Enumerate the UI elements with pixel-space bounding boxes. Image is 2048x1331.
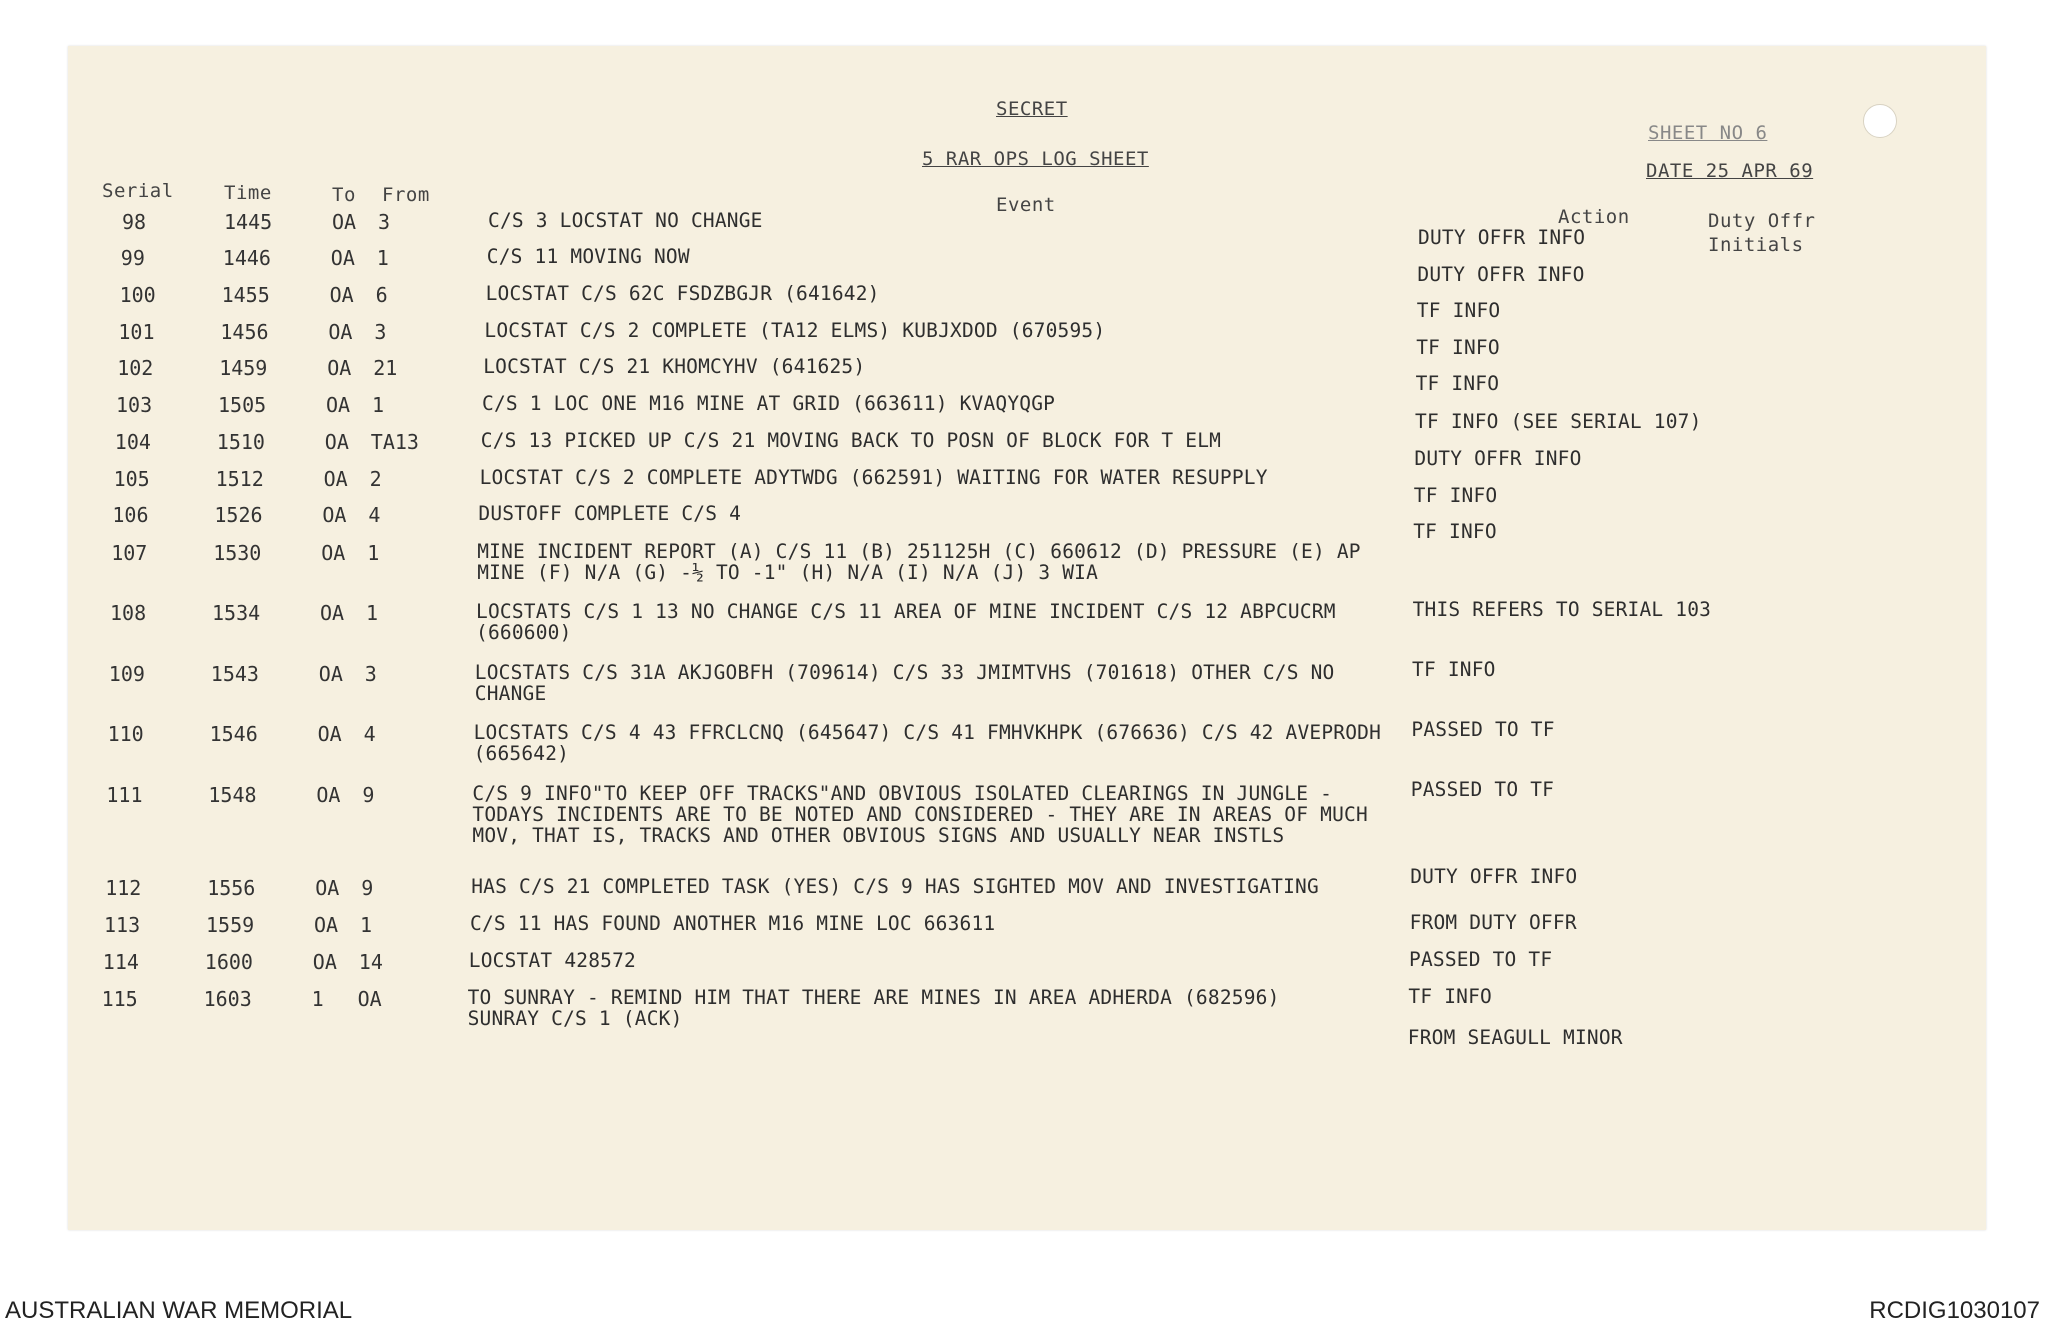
row-serial: 100	[119, 283, 156, 307]
row-to: OA	[315, 876, 340, 900]
row-serial: 111	[106, 783, 143, 807]
row-serial: 113	[104, 913, 141, 937]
row-to: OA	[329, 283, 354, 307]
row-from: 21	[373, 356, 398, 380]
row-serial: 107	[111, 541, 148, 565]
col-to-header: To	[332, 184, 356, 206]
row-action: FROM DUTY OFFR	[1409, 911, 1577, 934]
row-from: 1	[367, 541, 380, 565]
row-serial: 112	[105, 876, 142, 900]
row-time: 1546	[209, 722, 258, 746]
row-to: OA	[314, 913, 339, 937]
row-serial: 109	[108, 662, 145, 686]
row-event: LOCSTATS C/S 1 13 NO CHANGE C/S 11 AREA OF MINE INCIDENT C/S 12 ABPCUCRM (660600)	[476, 600, 1336, 644]
row-time: 1459	[219, 356, 268, 380]
row-time: 1526	[214, 503, 263, 527]
footer-source: AUSTRALIAN WAR MEMORIAL	[5, 1297, 353, 1324]
row-from: 4	[363, 722, 376, 746]
row-event: HAS C/S 21 COMPLETED TASK (YES) C/S 9 HAS SIGHTED MOV AND INVESTIGATING	[471, 875, 1319, 898]
row-from: 1	[360, 913, 373, 937]
row-to: OA	[332, 210, 357, 234]
row-to: OA	[327, 356, 352, 380]
row-event: LOCSTAT C/S 2 COMPLETE (TA12 ELMS) KUBJXDOD (670595)	[484, 319, 1106, 342]
row-event: C/S 9 INFO"TO KEEP OFF TRACKS"AND OBVIOUS ISOLATED CLEARINGS IN JUNGLE - TODAYS INCIDENTS ARE TO BE NOTED AND CONSIDERED - THEY ARE IN AREAS OF MUCH MOV, THAT IS, TRACKS AND OTHER OBVIOUS SIGNS AND USUALLY NEAR INSTLS	[472, 782, 1368, 847]
row-time: 1455	[221, 283, 270, 307]
row-action: DUTY OFFR INFO	[1417, 263, 1585, 286]
row-time: 1530	[213, 541, 262, 565]
row-to: OA	[324, 430, 349, 454]
row-time: 1543	[210, 662, 259, 686]
col-event-header: Event	[996, 194, 1056, 216]
row-event: C/S 11 MOVING NOW	[486, 245, 690, 268]
row-action: TF INFO	[1413, 520, 1497, 543]
row-event: LOCSTAT C/S 62C FSDZBGJR (641642)	[485, 282, 880, 305]
row-time: 1446	[222, 246, 271, 270]
row-from: 14	[358, 950, 383, 974]
row-action: DUTY OFFR INFO	[1410, 865, 1578, 888]
row-time: 1603	[203, 987, 252, 1011]
row-to: OA	[316, 783, 341, 807]
row-serial: 102	[117, 356, 154, 380]
row-to: OA	[323, 467, 348, 491]
row-to: OA	[330, 246, 355, 270]
row-action: TF INFO	[1408, 985, 1492, 1008]
row-serial: 105	[113, 467, 150, 491]
row-to: OA	[322, 503, 347, 527]
row-from: 3	[374, 320, 387, 344]
row-time: 1456	[220, 320, 269, 344]
punch-hole	[1863, 104, 1897, 138]
row-from: OA	[357, 987, 382, 1011]
footer-reference: RCDIG1030107	[1869, 1297, 2040, 1324]
row-event: C/S 1 LOC ONE M16 MINE AT GRID (663611) KVAQYQGP	[482, 392, 1056, 415]
row-event: TO SUNRAY - REMIND HIM THAT THERE ARE MINES IN AREA ADHERDA (682596) SUNRAY C/S 1 (ACK)	[467, 986, 1280, 1030]
row-to: OA	[321, 541, 346, 565]
sheet-title: 5 RAR OPS LOG SHEET	[922, 148, 1149, 170]
row-serial: 106	[112, 503, 149, 527]
row-from: 4	[368, 503, 381, 527]
row-to: OA	[318, 662, 343, 686]
row-serial: 115	[101, 987, 138, 1011]
row-from: 9	[361, 876, 374, 900]
row-action: THIS REFERS TO SERIAL 103	[1412, 598, 1712, 621]
row-action: FROM SEAGULL MINOR	[1407, 1026, 1623, 1049]
row-event: C/S 3 LOCSTAT NO CHANGE	[488, 209, 763, 232]
row-from: 1	[366, 601, 379, 625]
row-serial: 98	[122, 210, 147, 234]
row-action: PASSED TO TF	[1410, 778, 1555, 801]
row-to: OA	[326, 393, 351, 417]
row-action: DUTY OFFR INFO	[1418, 226, 1586, 249]
row-event: MINE INCIDENT REPORT (A) C/S 11 (B) 251125H (C) 660612 (D) PRESSURE (E) AP MINE (F) N/A (G) -½ TO -1" (H) N/A (I) N/A (J) 3 WIA	[477, 540, 1361, 584]
row-to: 1	[311, 987, 324, 1011]
row-time: 1559	[206, 913, 255, 937]
row-to: OA	[328, 320, 353, 344]
row-time: 1600	[204, 950, 253, 974]
row-from: 1	[372, 393, 385, 417]
row-time: 1512	[215, 467, 264, 491]
row-serial: 104	[114, 430, 151, 454]
row-from: 6	[375, 283, 388, 307]
row-event: LOCSTAT C/S 2 COMPLETE ADYTWDG (662591) WAITING FOR WATER RESUPPLY	[479, 466, 1268, 489]
row-serial: 101	[118, 320, 155, 344]
row-action: TF INFO	[1413, 484, 1498, 507]
row-event: DUSTOFF COMPLETE C/S 4	[478, 502, 742, 525]
row-from: TA13	[370, 430, 419, 454]
row-action: TF INFO	[1416, 336, 1500, 359]
col-from-header: From	[382, 184, 430, 206]
row-to: OA	[312, 950, 337, 974]
row-serial: 99	[120, 246, 145, 270]
row-time: 1556	[207, 876, 256, 900]
col-action-header: Action	[1558, 206, 1630, 228]
row-serial: 114	[102, 950, 139, 974]
row-event: C/S 11 HAS FOUND ANOTHER M16 MINE LOC 663611	[470, 912, 996, 935]
row-action: PASSED TO TF	[1411, 718, 1555, 741]
row-time: 1534	[212, 601, 261, 625]
row-event: LOCSTATS C/S 31A AKJGOBFH (709614) C/S 33 JMIMTVHS (701618) OTHER C/S NO CHANGE	[474, 661, 1335, 705]
row-time: 1510	[216, 430, 265, 454]
row-event: LOCSTAT 428572	[468, 949, 636, 972]
row-time: 1548	[208, 783, 257, 807]
row-to: OA	[320, 601, 345, 625]
row-serial: 108	[110, 601, 147, 625]
row-time: 1505	[218, 393, 267, 417]
row-to: OA	[317, 722, 342, 746]
col-duty-offr-header: Duty Offr	[1708, 210, 1816, 232]
row-serial: 103	[116, 393, 153, 417]
row-event: LOCSTAT C/S 21 KHOMCYHV (641625)	[483, 355, 866, 378]
row-time: 1445	[224, 210, 273, 234]
row-action: TF INFO	[1415, 372, 1500, 395]
row-from: 3	[364, 662, 377, 686]
row-action: TF INFO	[1412, 658, 1496, 681]
col-serial-header: Serial	[102, 180, 174, 202]
row-event: LOCSTATS C/S 4 43 FFRCLCNQ (645647) C/S 41 FMHVKHPK (676636) C/S 42 AVEPRODH (665642)	[473, 721, 1382, 765]
row-action: TF INFO (SEE SERIAL 107)	[1415, 410, 1702, 433]
sheet-number: SHEET NO 6	[1648, 122, 1768, 144]
row-from: 2	[369, 467, 382, 491]
col-time-header: Time	[224, 182, 272, 204]
row-from: 3	[378, 210, 391, 234]
sheet-date: DATE 25 APR 69	[1646, 160, 1814, 182]
row-action: PASSED TO TF	[1409, 948, 1553, 971]
row-serial: 110	[107, 722, 144, 746]
row-action: TF INFO	[1416, 299, 1501, 322]
row-from: 1	[376, 246, 389, 270]
row-event: C/S 13 PICKED UP C/S 21 MOVING BACK TO POSN OF BLOCK FOR T ELM	[480, 429, 1222, 452]
classification-label: SECRET	[996, 98, 1068, 120]
log-sheet	[68, 46, 1986, 1230]
col-initials-header: Initials	[1708, 234, 1804, 256]
row-from: 9	[362, 783, 375, 807]
row-action: DUTY OFFR INFO	[1414, 447, 1582, 470]
